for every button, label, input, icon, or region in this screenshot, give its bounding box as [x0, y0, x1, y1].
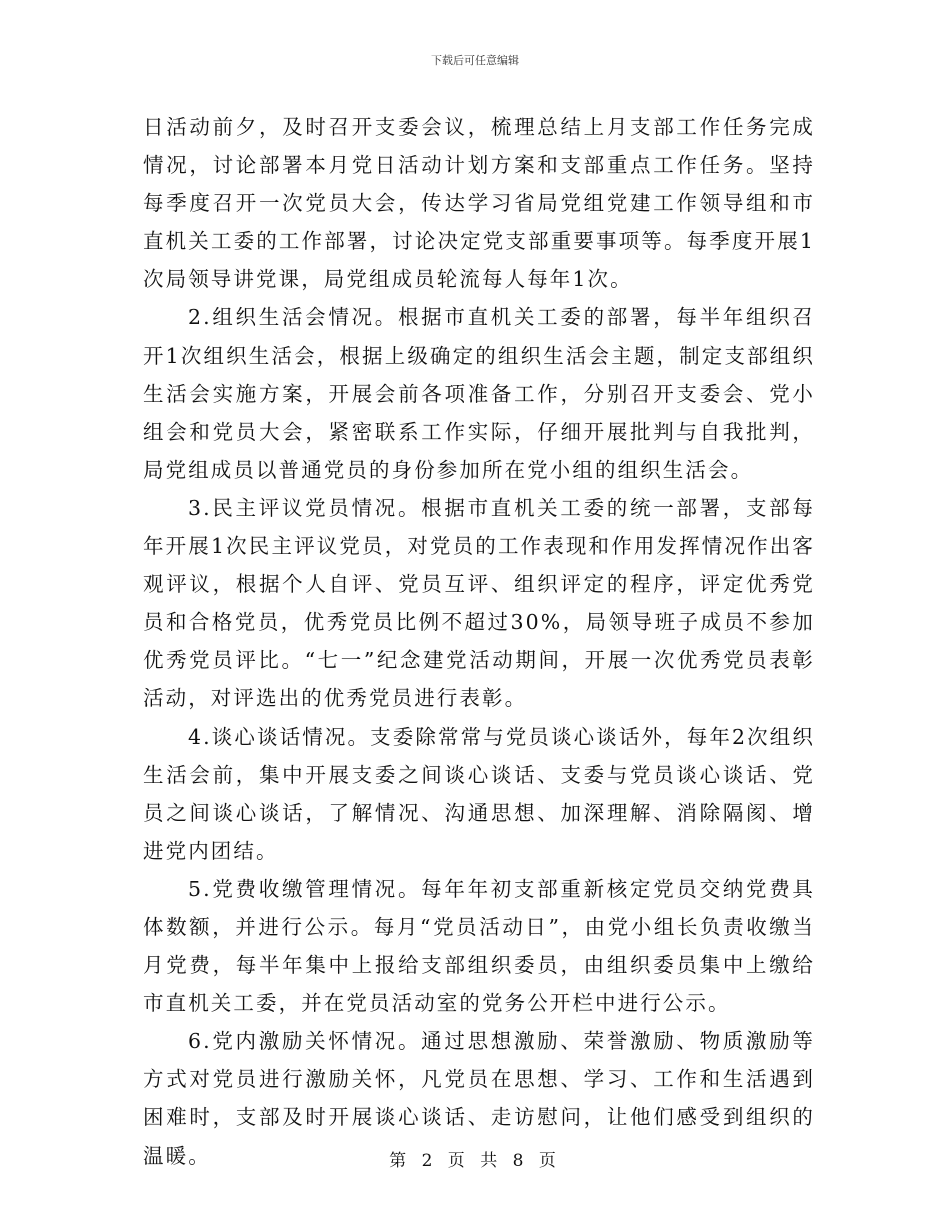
paragraph-continuation: 日活动前夕，及时召开支委会议，梳理总结上月支部工作任务完成情况，讨论部署本月党日活动计划方案和支部重点工作任务。坚持每季度召开一次党员大会，传达学习省局党组党建工作领导组和市直机关工委的工作部署，讨论决定党支部重要事项等。每季度开展1次局领导讲党课，局党组成员轮流每人每年1次。 — [143, 115, 815, 292]
paragraph-organization-life-meeting: 2.组织生活会情况。根据市直机关工委的部署，每半年组织召开1次组织生活会，根据上级确定的组织生活会主题，制定支部组织生活会实施方案，开展会前各项准备工作，分别召开支委会、党小组会和党员大会，紧密联系工作实际，仔细开展批判与自我批判，局党组成员以普通党员的身份参加所在党小组的组织生活会。 — [143, 305, 815, 482]
paragraph-heart-to-heart-talks: 4.谈心谈话情况。支委除常常与党员谈心谈话外，每年2次组织生活会前，集中开展支委之间谈心谈话、支委与党员谈心谈话、党员之间谈心谈话，了解情况、沟通思想、加深理解、消除隔阂、增进党内团结。 — [143, 724, 815, 863]
page-number-footer: 第 2 页 共 8 页 — [389, 1151, 561, 1171]
paragraph-democratic-evaluation: 3.民主评议党员情况。根据市直机关工委的统一部署，支部每年开展1次民主评议党员，对党员的工作表现和作用发挥情况作出客观评议，根据个人自评、党员互评、组织评定的程序，评定优秀党员和合格党员，优秀党员比例不超过30%，局领导班子成员不参加优秀党员评比。“七一”纪念建党活动期间，开展一次优秀党员表彰活动，对评选出的优秀党员进行表彰。 — [143, 495, 815, 711]
paragraph-party-dues: 5.党费收缴管理情况。每年年初支部重新核定党员交纳党费具体数额，并进行公示。每月“党员活动日”，由党小组长负责收缴当月党费，每半年集中上报给支部组织委员，由组织委员集中上缴给市直机关工委，并在党员活动室的党务公开栏中进行公示。 — [143, 876, 815, 1016]
paragraph-incentive-care: 6.党内激励关怀情况。通过思想激励、荣誉激励、物质激励等方式对党员进行激励关怀，凡党员在思想、学习、工作和生活遇到困难时，支部及时开展谈心谈话、走访慰问，让他们感受到组织的温暖。 — [143, 1029, 815, 1168]
document-body — [143, 108, 815, 1175]
page-header-note: 下载后可任意编辑 — [431, 54, 519, 67]
